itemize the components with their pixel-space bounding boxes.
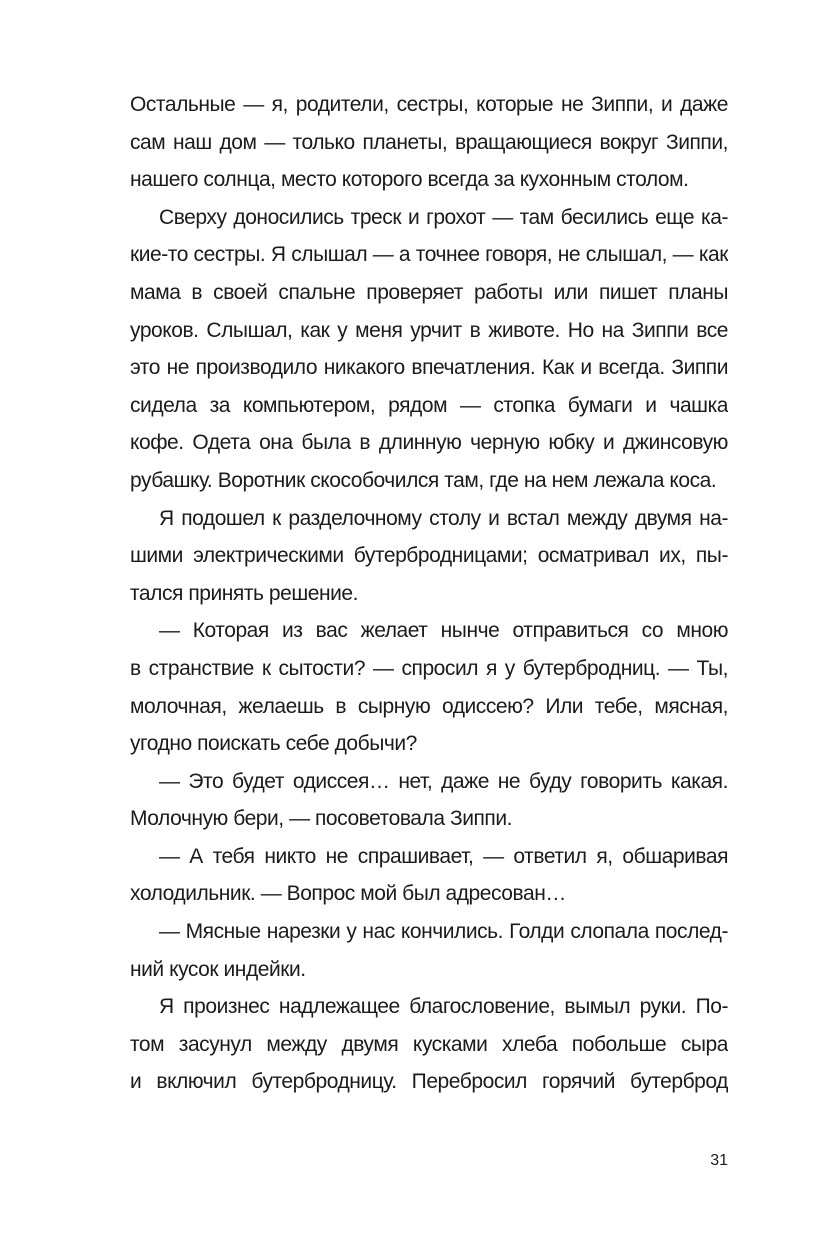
- text-line: уроков. Слышал, как у меня урчит в животе. Но на Зиппи все: [130, 318, 728, 342]
- text-line: Я подошел к разделочному столу и встал между двумя на-: [159, 506, 728, 530]
- text-line: молочная, желаешь в сырную одиссею? Или тебе, мясная,: [130, 694, 728, 718]
- text-line: ний кусок индейки.: [130, 957, 306, 981]
- text-line: — А тебя никто не спрашивает, — ответил я, обшаривая: [159, 844, 728, 868]
- text-line: шими электрическими бутербродницами; осматривал их, пы-: [130, 544, 728, 568]
- text-line: — Которая из вас желает нынче отправиться со мною: [159, 619, 728, 643]
- text-line: мама в своей спальне проверяет работы или пишет планы: [130, 280, 728, 304]
- text-line: Сверху доносились треск и грохот — там бесились еще ка-: [159, 205, 728, 229]
- text-line: холодильник. — Вопрос мой был адресован…: [130, 882, 566, 906]
- text-line: Молочную бери, — посоветовала Зиппи.: [130, 807, 512, 831]
- text-line: Остальные — я, родители, сестры, которые не Зиппи, и даже: [130, 93, 728, 116]
- text-line: сам наш дом — только планеты, вращающиеся вокруг Зиппи,: [130, 130, 728, 154]
- text-line: рубашку. Воротник скособочился там, где на нем лежала коса.: [130, 468, 717, 492]
- text-line: в странствие к сытости? — спросил я у бутербродниц. — Ты,: [130, 656, 728, 680]
- text-line: кофе. Одета она была в длинную черную юбку и джинсовую: [130, 431, 728, 455]
- text-line: том засунул между двумя кусками хлеба побольше сыра: [130, 1032, 728, 1056]
- text-line: сидела за компьютером, рядом — стопка бумаги и чашка: [130, 393, 728, 417]
- text-line: кие-то сестры. Я слышал — а точнее говоря, не слышал, — как: [130, 243, 728, 267]
- page-number: 31: [710, 1152, 728, 1169]
- text-line: — Мясные нарезки у нас кончились. Голди слопала послед-: [159, 920, 728, 944]
- text-line: — Это будет одиссея… нет, даже не буду говорить какая.: [159, 769, 728, 793]
- text-line: тался принять решение.: [130, 581, 358, 605]
- text-line: это не производило никакого впечатления. Как и всегда. Зиппи: [130, 356, 728, 380]
- text-line: угодно поискать себе добычи?: [130, 732, 417, 756]
- body-text: [130, 86, 728, 1101]
- text-line: и включил бутербродницу. Перебросил горячий бутерброд: [130, 1070, 728, 1094]
- text-line: нашего солнца, место которого всегда за кухонным столом.: [130, 168, 689, 192]
- text-line: Я произнес надлежащее благословение, вымыл руки. По-: [159, 995, 728, 1019]
